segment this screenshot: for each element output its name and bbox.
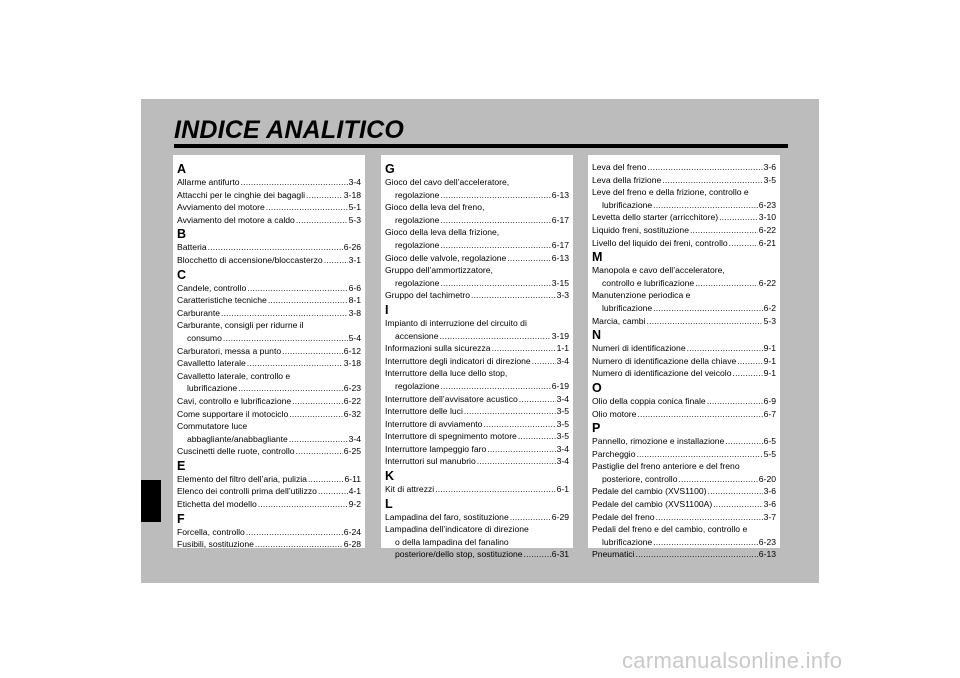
entry-page-number: 9-2 <box>348 499 361 510</box>
entry-page-number: 3-4 <box>556 355 569 366</box>
dot-leader <box>646 315 762 328</box>
entry-page-number: 6-17 <box>551 239 569 250</box>
entry-text: Interruttore dell’avvisatore acustico <box>385 393 518 404</box>
entry-page-number: 3-6 <box>763 499 776 510</box>
entry-page-number: 8-1 <box>348 295 361 306</box>
dot-leader <box>471 289 556 302</box>
entry-text: Pedale del cambio (XVS1100) <box>592 486 707 497</box>
index-entry <box>177 370 361 395</box>
entry-text: Etichetta del modello <box>177 499 257 510</box>
dot-leader <box>255 538 343 551</box>
entry-text: Manutenzione periodica e <box>592 290 691 301</box>
index-entry <box>385 317 569 342</box>
dot-leader <box>487 443 555 456</box>
index-entry <box>385 289 569 302</box>
entry-page-number: 6-22 <box>758 277 776 288</box>
entry-page-number: 6-21 <box>758 237 776 248</box>
index-entry <box>385 367 569 392</box>
entry-text: regolazione <box>395 239 440 250</box>
index-entry <box>592 523 776 548</box>
title-rule <box>174 144 788 148</box>
dot-leader <box>440 239 550 252</box>
dot-leader <box>435 483 555 496</box>
entry-text: Pedale del cambio (XVS1100A) <box>592 499 713 510</box>
entry-text: Gioco delle valvole, regolazione <box>385 252 507 263</box>
entry-page-number: 3-4 <box>556 393 569 404</box>
entry-page-number: 6-26 <box>343 242 361 253</box>
entry-text: Carburatori, messa a punto <box>177 345 282 356</box>
dot-leader <box>729 237 758 250</box>
index-entry <box>177 294 361 307</box>
dot-leader <box>318 485 348 498</box>
entry-page-number: 4-1 <box>348 486 361 497</box>
dot-leader <box>282 345 343 358</box>
index-letter-o: O <box>592 380 602 395</box>
entry-text: Pastiglie del freno anteriore e del freno <box>592 461 740 472</box>
index-letter-b: B <box>177 227 187 242</box>
dot-leader <box>690 224 758 237</box>
entry-page-number: 6-31 <box>551 549 569 560</box>
index-entry <box>177 189 361 202</box>
index-entry <box>385 483 569 496</box>
dot-leader <box>532 355 556 368</box>
entry-text: Pneumatici <box>592 549 635 560</box>
index-column-3 <box>588 155 780 560</box>
index-entry <box>177 473 361 486</box>
entry-text: controllo e lubrificazione <box>602 277 695 288</box>
dot-leader <box>725 435 762 448</box>
entry-text: Cavalletto laterale <box>177 358 246 369</box>
dot-leader <box>289 408 343 421</box>
index-entry <box>592 511 776 524</box>
entry-page-number: 6-25 <box>343 446 361 457</box>
index-entry <box>385 264 569 289</box>
entry-page-number: 1-1 <box>556 343 569 354</box>
dot-leader <box>708 485 763 498</box>
watermark: carmanualsonline.info <box>622 648 843 673</box>
index-entry <box>177 526 361 539</box>
index-entry <box>177 214 361 227</box>
dot-leader <box>656 511 763 524</box>
entry-text: lubrificazione <box>602 199 653 210</box>
index-entry <box>177 254 361 267</box>
entry-text: lubrificazione <box>602 536 653 547</box>
dot-leader <box>440 189 550 202</box>
entry-page-number: 3-19 <box>551 330 569 341</box>
index-entry <box>385 226 569 251</box>
index-letter-i: I <box>385 302 389 317</box>
entry-text: lubrificazione <box>602 302 653 313</box>
entry-page-number: 3-5 <box>763 174 776 185</box>
index-entry <box>385 511 569 524</box>
entry-text: Interruttore degli indicatori di direzione <box>385 355 531 366</box>
entry-text: Cavalletto laterale, controllo e <box>177 370 291 381</box>
index-entry <box>592 289 776 314</box>
index-letter-l: L <box>385 496 393 511</box>
index-entry <box>592 161 776 174</box>
entry-page-number: 6-13 <box>551 252 569 263</box>
dot-leader <box>519 393 556 406</box>
index-letter-g: G <box>385 162 395 176</box>
dot-leader <box>713 498 762 511</box>
entry-text: Numero di identificazione della chiave <box>592 355 737 366</box>
entry-page-number: 3-4 <box>348 433 361 444</box>
entry-page-number: 6-11 <box>344 473 361 484</box>
dot-leader <box>439 330 550 343</box>
entry-text: Elenco dei controlli prima dell’utilizzo <box>177 486 317 497</box>
index-entry <box>592 435 776 448</box>
index-entry <box>177 307 361 320</box>
index-entry <box>177 176 361 189</box>
dot-leader <box>483 418 555 431</box>
dot-leader <box>492 342 556 355</box>
dot-leader <box>733 367 763 380</box>
dot-leader <box>296 445 343 458</box>
dot-leader <box>719 211 758 224</box>
entry-text: Commutatore luce <box>177 421 248 432</box>
entry-page-number: 3-5 <box>556 406 569 417</box>
entry-text: Gioco della leva della frizione, <box>385 227 500 238</box>
entry-page-number: 5-3 <box>763 315 776 326</box>
entry-page-number: 6-24 <box>343 526 361 537</box>
entry-page-number: 3-6 <box>763 162 776 172</box>
entry-text: regolazione <box>395 214 440 225</box>
entry-page-number: 6-5 <box>763 436 776 447</box>
index-column-1 <box>173 155 365 548</box>
index-entry <box>385 252 569 265</box>
dot-leader <box>221 307 348 320</box>
entry-text: regolazione <box>395 380 440 391</box>
dot-leader <box>636 548 758 561</box>
entry-page-number: 6-2 <box>763 302 776 313</box>
dot-leader <box>678 473 757 486</box>
entry-text: Leva del freno <box>592 162 647 172</box>
entry-text: Leva della frizione <box>592 174 662 185</box>
dot-leader <box>258 498 348 511</box>
dot-leader <box>653 536 758 549</box>
dot-leader <box>524 548 551 561</box>
index-letter-c: C <box>177 267 187 282</box>
entry-text: Pedali del freno e del cambio, controllo e <box>592 524 748 535</box>
index-entry <box>385 201 569 226</box>
index-entry <box>177 420 361 445</box>
entry-page-number: 3-3 <box>556 290 569 301</box>
index-letter-n: N <box>592 328 602 343</box>
entry-page-number: 6-29 <box>551 511 569 522</box>
entry-text: Avviamento del motore <box>177 202 265 213</box>
index-entry <box>592 342 776 355</box>
dot-leader <box>464 405 556 418</box>
entry-text: Gruppo del tachimetro <box>385 290 471 301</box>
index-entry <box>592 498 776 511</box>
entry-text: regolazione <box>395 189 440 200</box>
entry-text: Olio della coppia conica finale <box>592 395 706 406</box>
index-entry <box>385 342 569 355</box>
dot-leader <box>695 277 758 290</box>
entry-page-number: 5-5 <box>763 448 776 459</box>
entry-page-number: 6-23 <box>758 199 776 210</box>
entry-page-number: 9-1 <box>763 355 776 366</box>
index-entry <box>385 393 569 406</box>
entry-page-number: 6-22 <box>343 395 361 406</box>
entry-text: Marcia, cambi <box>592 315 646 326</box>
page-title: INDICE ANALITICO <box>174 116 405 144</box>
index-entry <box>385 176 569 201</box>
index-letter-k: K <box>385 469 395 484</box>
entry-text: Levetta dello starter (arricchitore) <box>592 212 719 223</box>
entry-text: Informazioni sulla sicurezza <box>385 343 491 354</box>
index-letter-p: P <box>592 421 601 436</box>
entry-page-number: 3-8 <box>348 307 361 318</box>
entry-page-number: 6-13 <box>551 189 569 200</box>
entry-text: Lampadina del faro, sostituzione <box>385 511 509 522</box>
dot-leader <box>247 282 347 295</box>
entry-page-number: 3-18 <box>343 189 361 200</box>
index-column-2 <box>381 155 573 560</box>
index-entry <box>592 395 776 408</box>
index-letter-a: A <box>177 162 187 176</box>
entry-text: Forcella, controllo <box>177 526 245 537</box>
dot-leader <box>241 176 348 189</box>
entry-text: Leve del freno e della frizione, controllo e <box>592 187 749 198</box>
entry-page-number: 3-6 <box>763 486 776 497</box>
entry-page-number: 6-20 <box>758 473 776 484</box>
index-entry <box>385 523 569 561</box>
entry-page-number: 3-7 <box>763 511 776 522</box>
index-entry <box>385 430 569 443</box>
entry-text: Avviamento del motore a caldo <box>177 214 295 225</box>
entry-page-number: 6-23 <box>758 536 776 547</box>
index-entry <box>385 443 569 456</box>
entry-text: Interruttore di spegnimento motore <box>385 431 517 442</box>
dot-leader <box>296 214 348 227</box>
entry-page-number: 6-1 <box>556 484 569 495</box>
entry-text: Blocchetto di accensione/bloccasterzo <box>177 254 323 265</box>
entry-page-number: 6-13 <box>758 549 776 560</box>
index-letter-f: F <box>177 511 185 526</box>
dot-leader <box>223 332 348 345</box>
entry-text: posteriore, controllo <box>602 473 678 484</box>
dot-leader <box>208 241 343 254</box>
entry-text: o della lampadina del fanalino <box>395 536 509 547</box>
entry-page-number: 3-15 <box>551 277 569 288</box>
index-entry <box>592 315 776 328</box>
entry-text: Gruppo dell’ammortizzatore, <box>385 265 493 276</box>
entry-text: abbagliante/anabbagliante <box>187 433 288 444</box>
dot-leader <box>306 189 343 202</box>
entry-text: Gioco della leva del freno, <box>385 202 485 213</box>
entry-text: Interruttore di avviamento <box>385 418 483 429</box>
entry-text: Liquido freni, sostituzione <box>592 224 689 235</box>
dot-leader <box>653 199 758 212</box>
index-letter-m: M <box>592 250 603 265</box>
entry-page-number: 3-4 <box>556 456 569 467</box>
index-entry <box>592 211 776 224</box>
index-entry <box>177 201 361 214</box>
entry-page-number: 9-1 <box>763 343 776 354</box>
dot-leader <box>292 395 343 408</box>
dot-leader <box>636 448 762 461</box>
dot-leader <box>687 342 763 355</box>
dot-leader <box>266 201 348 214</box>
entry-text: Interruttore della luce dello stop, <box>385 368 508 379</box>
entry-text: Carburante <box>177 307 220 318</box>
entry-text: Allarme antifurto <box>177 177 240 187</box>
entry-text: Lampadina dell’indicatore di direzione <box>385 524 529 535</box>
entry-text: Interruttori sul manubrio <box>385 456 476 467</box>
dot-leader <box>637 408 762 421</box>
index-letter-e: E <box>177 458 186 473</box>
entry-page-number: 5-1 <box>348 202 361 213</box>
entry-text: regolazione <box>395 277 440 288</box>
entry-text: Pannello, rimozione e installazione <box>592 436 725 447</box>
index-entry <box>592 224 776 237</box>
index-entry <box>592 355 776 368</box>
index-entry <box>177 485 361 498</box>
index-entry <box>385 455 569 468</box>
dot-leader <box>440 214 550 227</box>
entry-page-number: 6-6 <box>348 282 361 293</box>
dot-leader <box>477 455 556 468</box>
entry-text: Batteria <box>177 242 207 253</box>
entry-page-number: 3-5 <box>556 431 569 442</box>
index-entry <box>177 241 361 254</box>
section-tab-marker <box>141 480 161 522</box>
entry-page-number: 3-4 <box>556 443 569 454</box>
index-entry <box>385 405 569 418</box>
dot-leader <box>510 511 551 524</box>
index-entry <box>177 357 361 370</box>
dot-leader <box>440 380 550 393</box>
entry-text: Pedale del freno <box>592 511 655 522</box>
entry-text: Livello del liquido dei freni, controllo <box>592 237 728 248</box>
index-entry <box>592 448 776 461</box>
entry-page-number: 5-4 <box>348 332 361 343</box>
dot-leader <box>246 526 343 539</box>
entry-text: consumo <box>187 332 222 343</box>
entry-text: Cuscinetti delle ruote, controllo <box>177 446 295 457</box>
index-entry <box>177 319 361 344</box>
entry-page-number: 3-4 <box>348 177 361 187</box>
entry-text: accensione <box>395 330 439 341</box>
index-entry <box>592 186 776 211</box>
dot-leader <box>653 302 762 315</box>
entry-text: Attacchi per le cinghie dei bagagli <box>177 189 306 200</box>
dot-leader <box>268 294 348 307</box>
entry-page-number: 9-1 <box>763 368 776 379</box>
dot-leader <box>247 357 343 370</box>
index-entry <box>592 485 776 498</box>
dot-leader <box>662 174 762 187</box>
index-entry <box>592 174 776 187</box>
entry-text: Gioco del cavo dell’acceleratore, <box>385 177 510 187</box>
index-entry <box>592 548 776 561</box>
entry-text: Impianto di interruzione del circuito di <box>385 317 527 328</box>
entry-text: Olio motore <box>592 408 637 419</box>
entry-page-number: 3-5 <box>556 418 569 429</box>
entry-page-number: 6-17 <box>551 214 569 225</box>
index-entry <box>177 445 361 458</box>
entry-page-number: 6-9 <box>763 395 776 406</box>
entry-text: Cavi, controllo e lubrificazione <box>177 395 292 406</box>
dot-leader <box>289 433 348 446</box>
index-entry <box>592 408 776 421</box>
dot-leader <box>324 254 348 267</box>
entry-text: lubrificazione <box>187 383 238 394</box>
entry-page-number: 6-28 <box>343 539 361 550</box>
index-entry <box>385 418 569 431</box>
index-entry <box>592 460 776 485</box>
index-entry <box>177 408 361 421</box>
dot-leader <box>737 355 762 368</box>
dot-leader <box>238 382 343 395</box>
entry-page-number: 6-23 <box>343 383 361 394</box>
index-entry <box>177 395 361 408</box>
dot-leader <box>707 395 763 408</box>
entry-page-number: 6-7 <box>763 408 776 419</box>
entry-text: Fusibili, sostituzione <box>177 539 254 550</box>
index-entry <box>592 237 776 250</box>
index-entry <box>385 355 569 368</box>
entry-text: Numero di identificazione del veicolo <box>592 368 732 379</box>
dot-leader <box>507 252 550 265</box>
entry-page-number: 6-32 <box>343 408 361 419</box>
entry-text: Interruttore delle luci <box>385 406 463 417</box>
entry-page-number: 6-19 <box>551 380 569 391</box>
index-entry <box>592 264 776 289</box>
entry-text: Carburante, consigli per ridurne il <box>177 320 304 331</box>
index-entry <box>177 282 361 295</box>
entry-page-number: 5-3 <box>348 214 361 225</box>
dot-leader <box>440 277 550 290</box>
index-entry <box>177 538 361 551</box>
index-entry <box>177 498 361 511</box>
index-entry <box>177 345 361 358</box>
dot-leader <box>647 161 762 174</box>
entry-text: Elemento del filtro dell’aria, pulizia <box>177 473 307 484</box>
dot-leader <box>308 473 344 486</box>
entry-page-number: 6-12 <box>343 345 361 356</box>
index-entry <box>592 367 776 380</box>
entry-text: Parcheggio <box>592 448 636 459</box>
entry-text: Come supportare il motociclo <box>177 408 289 419</box>
entry-text: posteriore/dello stop, sostituzione <box>395 549 523 560</box>
entry-page-number: 3-10 <box>758 212 776 223</box>
entry-text: Kit di attrezzi <box>385 484 435 495</box>
dot-leader <box>518 430 556 443</box>
entry-text: Manopola e cavo dell’acceleratore, <box>592 265 725 276</box>
entry-text: Interruttore lampeggio faro <box>385 443 487 454</box>
entry-text: Candele, controllo <box>177 282 247 293</box>
entry-page-number: 6-22 <box>758 224 776 235</box>
entry-page-number: 3-1 <box>348 254 361 265</box>
entry-text: Caratteristiche tecniche <box>177 295 267 306</box>
entry-page-number: 3-18 <box>343 358 361 369</box>
entry-text: Numeri di identificazione <box>592 343 686 354</box>
